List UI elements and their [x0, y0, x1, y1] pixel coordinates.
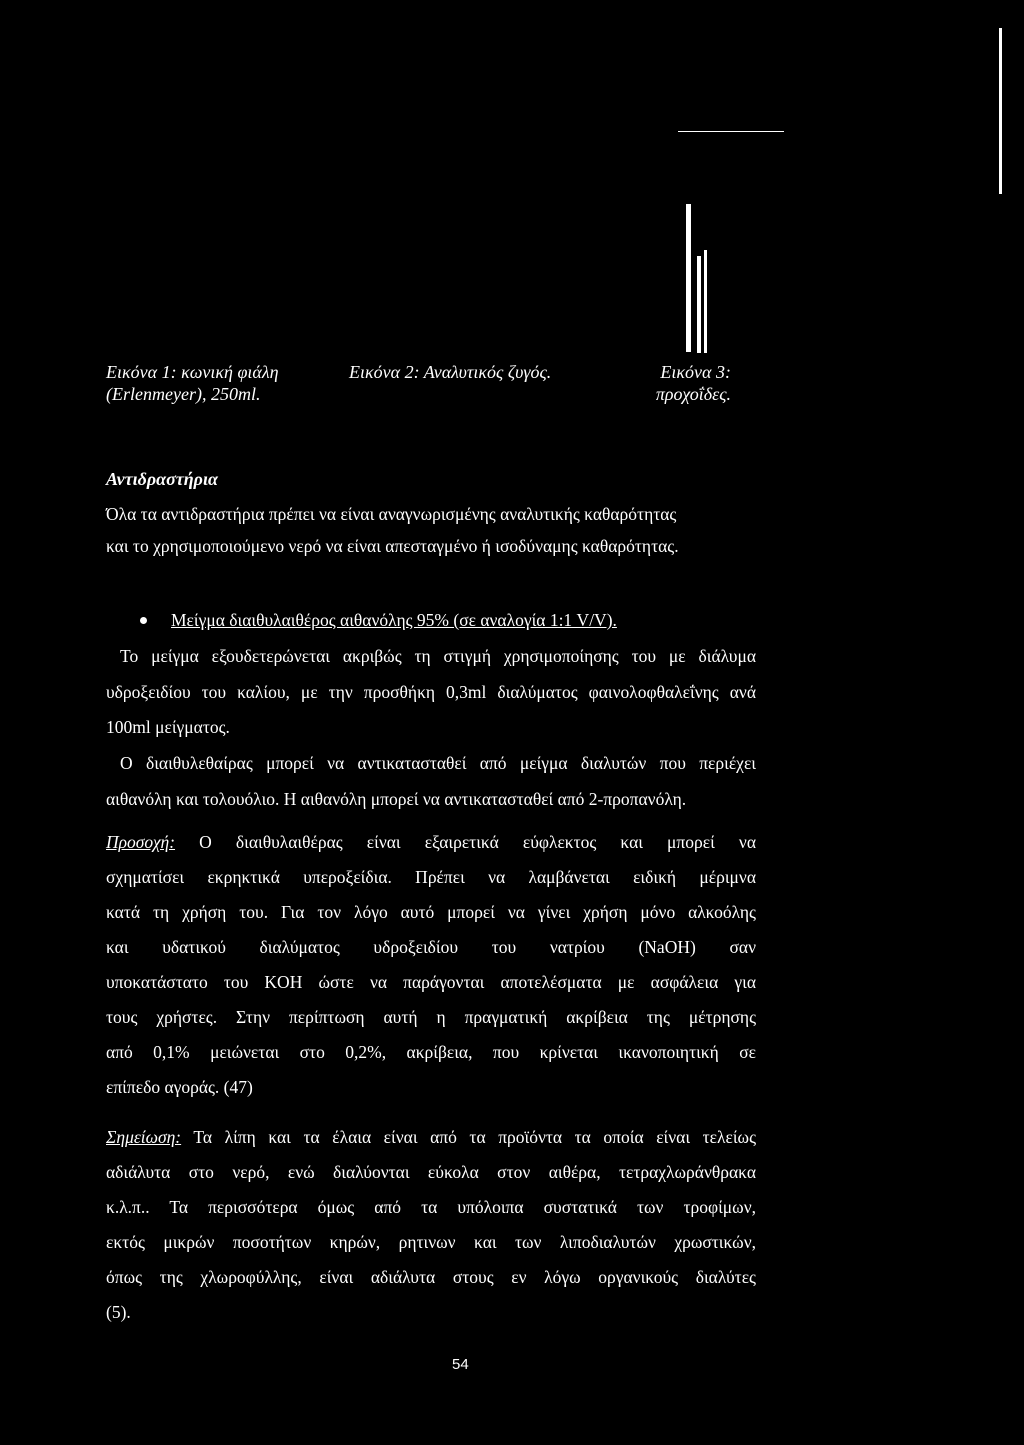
- burette-image-fragment: [704, 250, 707, 353]
- text-line: εκτός μικρών ποσοτήτων κηρών, ρητινων και των λιποδιαλυτών χρωστικών,: [106, 1232, 756, 1252]
- text-line: και υδατικού διαλύματος υδροξειδίου του νατρίου (NaOH) σαν: [106, 937, 756, 957]
- caution-label: Προσοχή:: [106, 832, 176, 852]
- caution-text: Ο διαιθυλαιθέρας είναι εξαιρετικά εύφλεκτος και μπορεί να: [175, 832, 756, 852]
- text-line: υδροξειδίου του καλίου, με την προσθήκη 0,3ml διαλύματος φαινολοφθαλεΐνης ανά: [106, 682, 756, 702]
- text-line: Όλα τα αντιδραστήρια πρέπει να είναι αναγνωρισμένης αναλυτικής καθαρότητας: [106, 504, 677, 524]
- figure-3-caption: [649, 361, 731, 405]
- intro-paragraph: [106, 497, 792, 564]
- caution-paragraph: [106, 825, 756, 1105]
- paragraph-neutralization-cont: [106, 675, 756, 745]
- text-line: και το χρησιμοποιούμενο νερό να είναι απεσταγμένο ή ισοδύναμης καθαρότητας.: [106, 536, 679, 556]
- paragraph-neutralization: [120, 639, 756, 674]
- text-line: Το μείγμα εξουδετερώνεται ακριβώς τη στιγμή χρησιμοποίησης του με διάλυμα: [120, 646, 756, 666]
- caption-line: (Erlenmeyer), 250ml.: [106, 384, 261, 404]
- reagent-bullet-item: Μείγμα διαιθυλαιθέρος αιθανόλης 95% (σε αναλογία 1:1 V/V).: [171, 610, 617, 630]
- text-line: κατά τη χρήση του. Για τον λόγο αυτό μπορεί να γίνει χρήση μόνο αλκοόλης: [106, 902, 756, 922]
- text-line: [106, 1120, 756, 1155]
- text-line: τους χρήστες. Στην περίπτωση αυτή η πραγματική ακρίβεια της μέτρησης: [106, 1007, 756, 1027]
- bullet-icon: [140, 617, 147, 624]
- text-line: [106, 825, 756, 860]
- text-line: (5).: [106, 1302, 131, 1322]
- figure-2-caption: Εικόνα 2: Αναλυτικός ζυγός.: [349, 362, 552, 382]
- caption-line: Εικόνα 1: κωνική φιάλη: [106, 362, 279, 382]
- page-number: 54: [452, 1356, 469, 1373]
- text-line: από 0,1% μειώνεται στο 0,2%, ακρίβεια, που κρίνεται ικανοποιητική σε: [106, 1042, 756, 1062]
- text-line: αιθανόλη και τολουόλιο. Η αιθανόλη μπορεί να αντικατασταθεί από 2-προπανόλη.: [106, 789, 687, 809]
- note-text: Τα λίπη και τα έλαια είναι από τα προϊόντα τα οποία είναι τελείως: [181, 1127, 756, 1147]
- figure-edge-line: [678, 131, 784, 132]
- figure-edge-line: [999, 28, 1002, 194]
- text-line: αδιάλυτα στο νερό, ενώ διαλύονται εύκολα στον αιθέρα, τετραχλωράνθρακα: [106, 1162, 756, 1182]
- text-line: επίπεδο αγοράς. (47): [106, 1077, 253, 1097]
- burette-image-fragment: [697, 256, 701, 353]
- text-line: σχηματίσει εκρηκτικά υπεροξείδια. Πρέπει να λαμβάνεται ειδική μέριμνα: [106, 867, 756, 887]
- burette-image-fragment: [686, 204, 691, 352]
- section-title: Αντιδραστήρια: [106, 469, 218, 489]
- paragraph-solvent-alt-cont: [106, 782, 686, 817]
- text-line: Ο διαιθυλεθαίρας μπορεί να αντικατασταθεί από μείγμα διαλυτών που περιέχει: [120, 753, 756, 773]
- note-paragraph: [106, 1120, 756, 1330]
- note-label: Σημείωση:: [106, 1127, 182, 1147]
- text-line: υποκατάστατο του KOH ώστε να παράγονται αποτελέσματα με ασφάλεια για: [106, 972, 756, 992]
- figure-1-caption: [106, 361, 279, 405]
- caption-line: Εικόνα 3:: [660, 362, 731, 382]
- text-line: 100ml μείγματος.: [106, 717, 230, 737]
- paragraph-solvent-alt: [120, 746, 756, 781]
- text-line: όπως της χλωροφύλλης, είναι αδιάλυτα στους εν λόγω οργανικούς διαλύτες: [106, 1267, 756, 1287]
- caption-line: προχοΐδες.: [655, 384, 731, 404]
- text-line: κ.λ.π.. Τα περισσότερα όμως από τα υπόλοιπα συστατικά των τροφίμων,: [106, 1197, 756, 1217]
